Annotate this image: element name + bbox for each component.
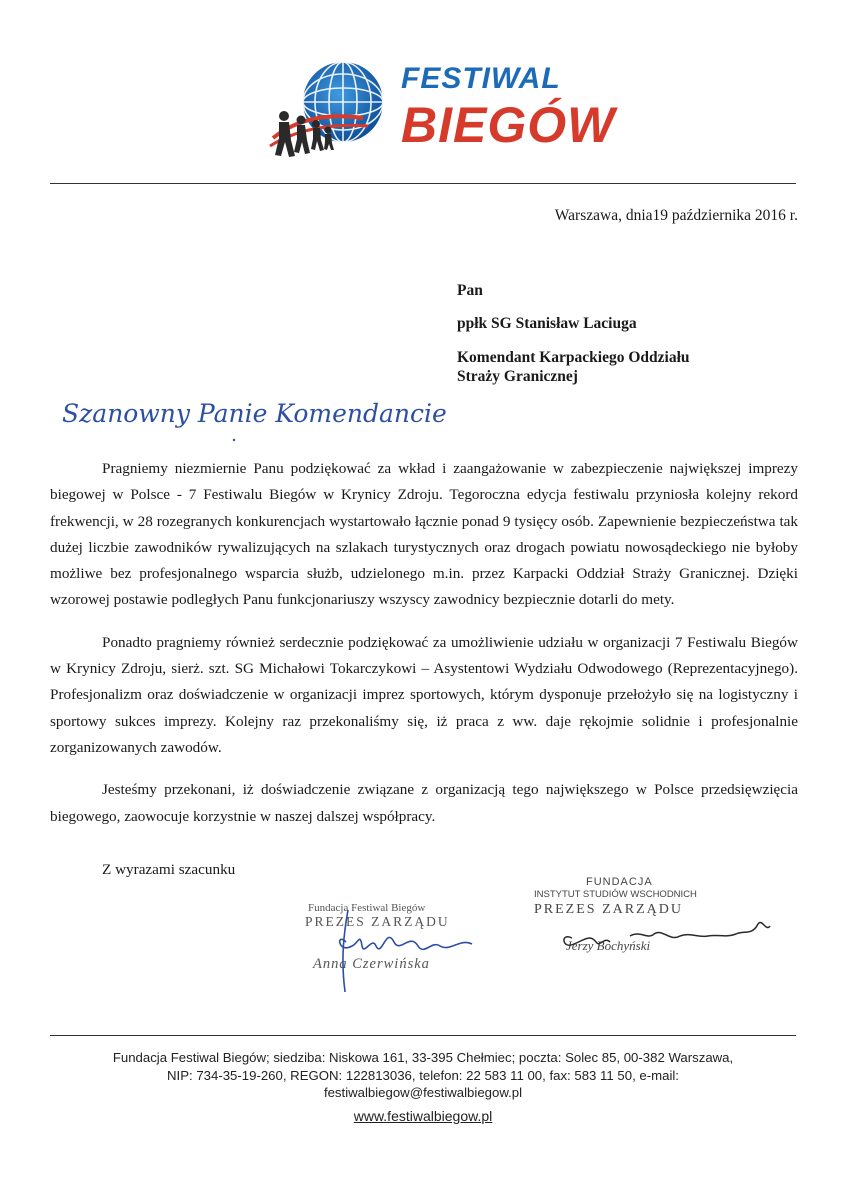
festiwal-biegow-logo [268, 60, 616, 170]
stamp-org: INSTYTUT STUDIÓW WSCHODNICH [534, 889, 697, 900]
body-paragraph: Ponadto pragniemy również serdecznie podziękować za umożliwienie udziału w organizacji 7 Festiwalu Biegów w Krynicy Zdroju, sierż. szt. SG Michałowi Tokarczykowi – Asystentowi Wydziału Odwodowego (Reprezentacyjnego). Profesjonalizm oraz doświadczenie w organizacji imprez sportowych, którym dysponuje przełożyło się na logistyczny i sportowy sukces imprezy. Kolejny raz przekonaliśmy się, iż praca z ww. daje rękojmie solidnie i profesjonalnie zorganizowanych zawodów. [50, 633, 798, 756]
letter-footer [50, 1049, 796, 1125]
letter-body [50, 456, 798, 846]
stamp-name: Anna Czerwińska [313, 956, 430, 972]
body-paragraph: Jesteśmy przekonani, iż doświadczenie związane z organizacją tego największego w Polsce przedsięwzięcia biegowego, zaowocuje korzystnie w naszej dalszej współpracy. [50, 781, 798, 825]
closing-line: Z wyrazami szacunku [102, 861, 236, 878]
logo-text-festiwal: FESTIWAL [401, 62, 561, 95]
header-divider [50, 183, 796, 184]
handwritten-signature-icon [300, 902, 490, 992]
stamp-title: PREZES ZARZĄDU [305, 914, 450, 929]
handwritten-salutation [62, 392, 462, 442]
stamp-title: PREZES ZARZĄDU [534, 902, 683, 917]
addressee-line: Komendant Karpackiego Oddziału [457, 349, 690, 366]
footer-address: Fundacja Festiwal Biegów; siedziba: Niskowa 161, 33-395 Chełmiec; poczta: Solec 85, 00-382 Warszawa, [112, 1050, 734, 1065]
stamp-org: FUNDACJA [586, 876, 653, 888]
addressee-line: Pan [457, 282, 483, 299]
globe-runners-icon [268, 60, 398, 170]
signature-stamp-right [530, 876, 780, 966]
date-line: Warszawa, dnia19 października 2016 r. [554, 207, 798, 224]
addressee-line: ppłk SG Stanisław Laciuga [457, 315, 637, 332]
footer-email[interactable]: festiwalbiegow@festiwalbiegow.pl [323, 1085, 523, 1100]
signature-stamp-left [300, 902, 490, 992]
footer-divider [50, 1035, 796, 1036]
footer-website-link[interactable]: www.festiwalbiegow.pl [353, 1107, 493, 1124]
footer-ids: NIP: 734-35-19-260, REGON: 122813036, telefon: 22 583 11 00, fax: 583 11 50, e-mail: [167, 1067, 679, 1083]
body-paragraph: Pragniemy niezmiernie Panu podziękować za wkład i zaangażowanie w zabezpieczenie największej imprezy biegowej w Polsce - 7 Festiwalu Biegów w Krynicy Zdroju. Tegoroczna edycja festiwalu przyniosła kolejny rekord frekwencji, w 28 rozegranych konkurencjach wystartowało łącznie ponad 9 tysięcy osób. Zapewnienie bezpieczeństwa tak dużej liczbie zawodników rywalizujących na szlakach turystycznych oraz drogach powiatu nowosądeckiego nie byłoby możliwe bez profesjonalnego wsparcia służb, udzielonego m.in. przez Karpacki Oddział Straży Granicznej. Dzięki wzorowej postawie podległych Panu funkcjonariuszy wszyscy zawodnicy bezpiecznie dotarli do mety. [50, 460, 798, 609]
addressee-line: Straży Granicznej [457, 368, 578, 385]
stamp-org: Fundacja Festiwal Biegów [308, 902, 426, 914]
logo-text-biegow: BIEGÓW [401, 97, 616, 153]
handwritten-signature-icon [530, 876, 780, 966]
stamp-name: Jerzy Bochyński [566, 938, 651, 953]
salutation-text: Szanowny Panie Komendancie [62, 399, 447, 428]
